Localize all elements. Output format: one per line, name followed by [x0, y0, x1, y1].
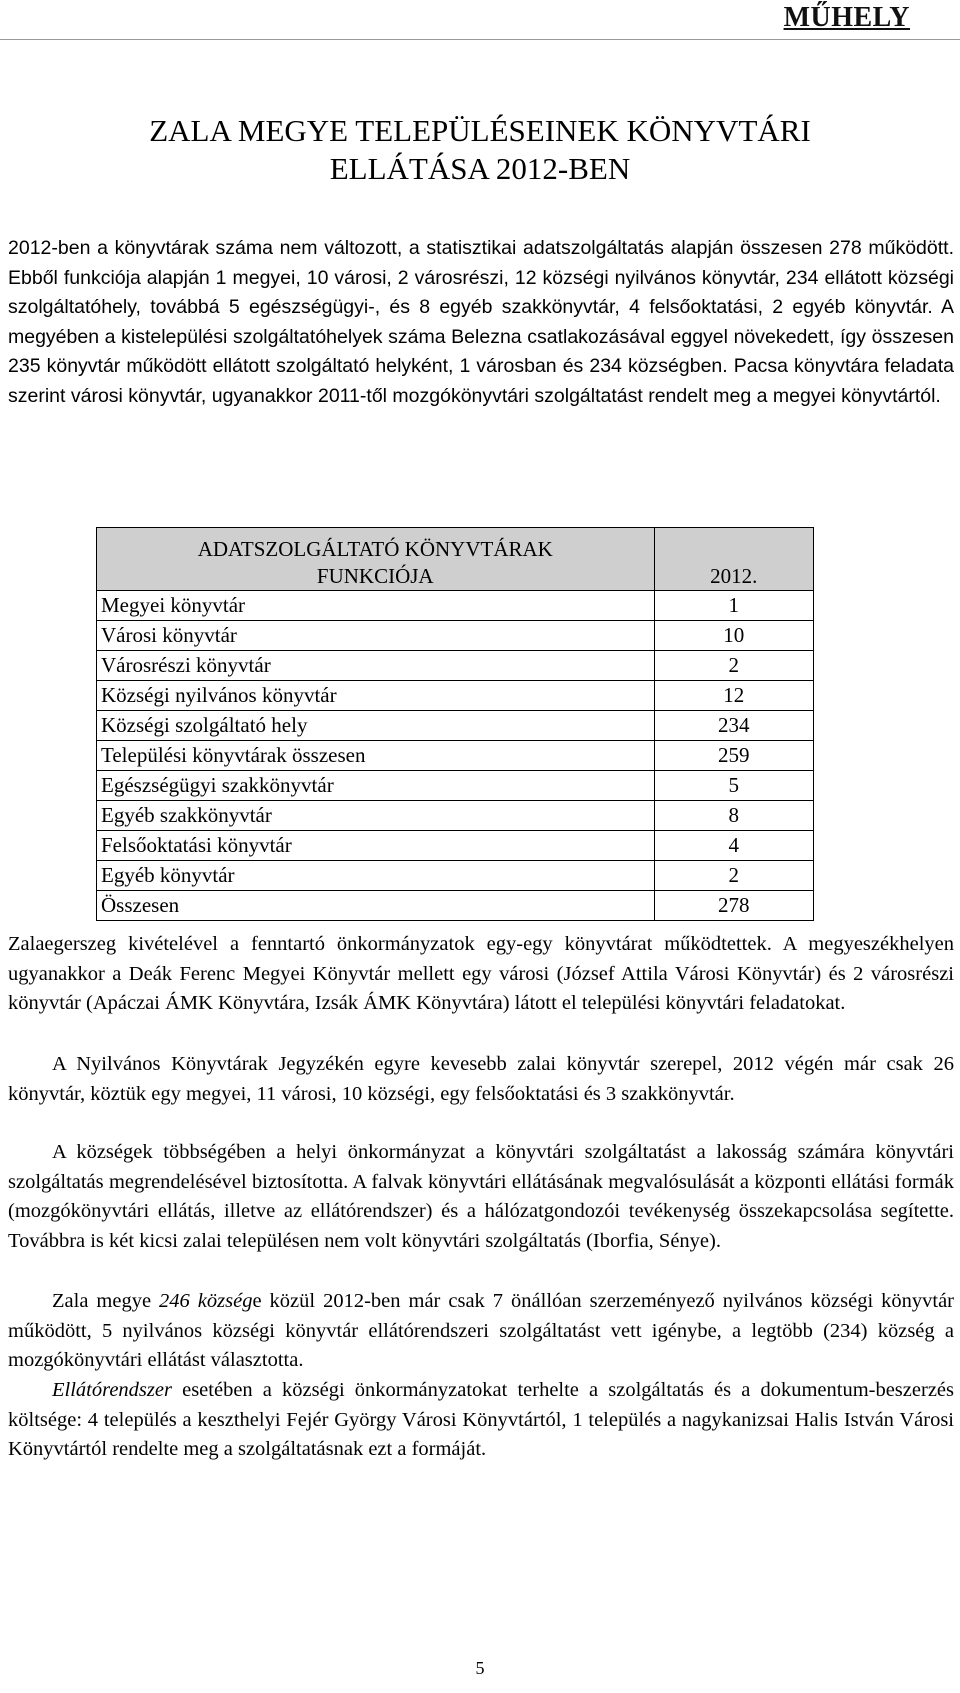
- row-value: 12: [654, 681, 813, 711]
- row-value: 10: [654, 621, 813, 651]
- table-row: [97, 771, 814, 801]
- row-label: Városrészi könyvtár: [97, 651, 655, 681]
- table-row-total: [97, 891, 814, 921]
- row-value: 278: [654, 891, 813, 921]
- body-paragraph-2: A Nyilvános Könyvtárak Jegyzékén egyre kevesebb zalai könyvtár szerepel, 2012 végén már csak 26 könyvtár, köztük egy megyei, 11 városi, 10 községi, egy felsőoktatási és 3 szakkönyvtár.: [8, 1053, 954, 1105]
- row-label: Községi nyilvános könyvtár: [97, 681, 655, 711]
- row-label: Települési könyvtárak összesen: [97, 741, 655, 771]
- table-header-function-line-1: ADATSZOLGÁLTATÓ KÖNYVTÁRAK: [197, 537, 553, 561]
- table-header-function-line-2: FUNKCIÓJA: [316, 564, 434, 588]
- row-label: Megyei könyvtár: [97, 591, 655, 621]
- table-row: [97, 681, 814, 711]
- body-paragraph-3: A községek többségében a helyi önkormányzat a könyvtári szolgáltatást a lakosság számára könyvtári szolgáltatás megrendelésével biztosította. A falvak könyvtári ellátásának megvalósulását a központi ellátási formák (mozgókönyvtári ellátás, illetve az ellátórendszer) és a hálózatgondozói tevékenység összekapcsolása segítette. Továbbra is két kicsi zalai településen nem volt könyvtári szolgáltatás (Iborfia, Sénye).: [8, 1141, 954, 1252]
- p5-italic: Ellátórendszer: [52, 1379, 172, 1401]
- library-function-table: [96, 527, 814, 921]
- row-value: 2: [654, 861, 813, 891]
- header-divider: [0, 39, 960, 40]
- table-header-year: 2012.: [654, 528, 813, 591]
- table-row: [97, 741, 814, 771]
- p4-rest: e közül 2012-ben már csak 7 önállóan szerzeményező nyilvános községi könyvtár működött, 5 nyilvános községi könyvtár ellátórendszeri szolgáltatást vett igénybe, a legtöbb (234) község a mozgókönyvtári ellátást választotta.: [8, 1290, 954, 1371]
- p5-rest: esetében a községi önkormányzatokat terhelte a szolgáltatás és a dokumentum-beszerzés költsége: 4 település a keszthelyi Fejér György Városi Könyvtártól, 1 település a nagykanizsai Halis István Városi Könyvtártól rendelte meg a szolgáltatásnak ezt a formáját.: [8, 1379, 954, 1460]
- intro-paragraph: [8, 234, 954, 411]
- table-header-function: [97, 528, 655, 591]
- intro-sentence-2: A megyében a kistelepülési szolgáltatóhelyek száma Belezna csatlakozásával eggyel növekedett, így összesen 235 könyvtár működött ellátott szolgáltató helyként, 1 városban és 234 községben.: [8, 296, 955, 377]
- document-title-line-2: ELLÁTÁSA 2012-BEN: [329, 151, 631, 186]
- intro-sentence-1: 2012-ben a könyvtárak száma nem változott, a statisztikai adatszolgáltatás alapján összesen 278 működött. Ebből funkciója alapján 1 megyei, 10 városi, 2 városrészi, 12 községi nyilvános könyvtár, 234 ellátott községi szolgáltatóhely, továbbá 5 egészségügyi-, és 8 egyéb szakkönyvtár, 4 felsőoktatási, 2 egyéb könyvtár.: [8, 237, 954, 318]
- table-row: [97, 861, 814, 891]
- row-value: 5: [654, 771, 813, 801]
- table-header-row: [97, 528, 814, 591]
- row-label: Felsőoktatási könyvtár: [97, 831, 655, 861]
- row-value: 1: [654, 591, 813, 621]
- row-label: Egyéb szakkönyvtár: [97, 801, 655, 831]
- table-row: [97, 591, 814, 621]
- table-row: [97, 831, 814, 861]
- table-row: [97, 621, 814, 651]
- section-title: MŰHELY: [783, 2, 910, 33]
- row-value: 234: [654, 711, 813, 741]
- p4-start: Zala megye: [52, 1290, 160, 1312]
- table-row: [97, 801, 814, 831]
- row-value: 4: [654, 831, 813, 861]
- row-label: Összesen: [97, 891, 655, 921]
- row-value: 2: [654, 651, 813, 681]
- intro-sentence-3: Pacsa könyvtára feladata szerint városi könyvtár, ugyanakkor 2011-től mozgókönyvtári szolgáltatást rendelt meg a megyei könyvtártól.: [8, 355, 954, 407]
- row-label: Városi könyvtár: [97, 621, 655, 651]
- body-paragraph-4: [8, 1287, 954, 1376]
- body-paragraph-1: Zalaegerszeg kivételével a fenntartó önkormányzatok egy-egy könyvtárat működtettek. A megyeszékhelyen ugyanakkor a Deák Ferenc Megyei Könyvtár mellett egy városi (József Attila Városi Könyvtár) és 2 városrészi könyvtár (Apáczai ÁMK Könyvtára, Izsák ÁMK Könyvtára) látott el települési könyvtári feladatokat.: [8, 933, 954, 1014]
- row-value: 8: [654, 801, 813, 831]
- table-row: [97, 711, 814, 741]
- body-paragraph-5: [8, 1376, 954, 1465]
- row-value: 259: [654, 741, 813, 771]
- p4-italic: 246 község: [159, 1290, 253, 1312]
- row-label: Községi szolgáltató hely: [97, 711, 655, 741]
- row-label: Egészségügyi szakkönyvtár: [97, 771, 655, 801]
- document-title: [0, 112, 960, 188]
- page-header: [0, 0, 960, 42]
- page-number: 5: [475, 1658, 485, 1678]
- row-label: Egyéb könyvtár: [97, 861, 655, 891]
- table-row: [97, 651, 814, 681]
- document-title-line-1: ZALA MEGYE TELEPÜLÉSEINEK KÖNYVTÁRI: [149, 113, 811, 148]
